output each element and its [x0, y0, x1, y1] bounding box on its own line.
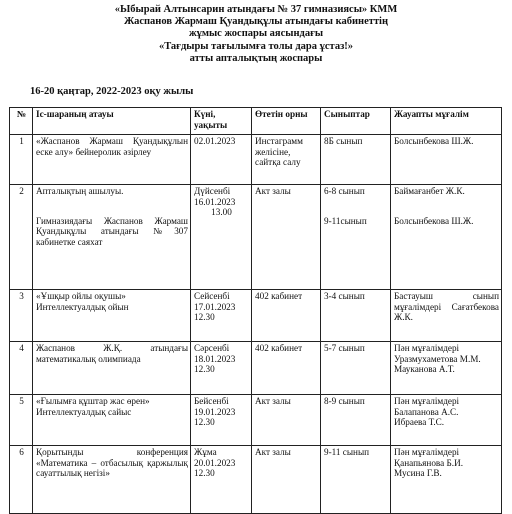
row-classes: 8Б сынып	[321, 135, 391, 185]
row-classes: 5-7 сынып	[321, 342, 391, 395]
header-school-name: «Ыбырай Алтынсарин атындағы № 37 гимназиясы» КММ	[114, 4, 398, 15]
row-date: 02.01.2023	[191, 135, 252, 185]
col-header-classes: Сыныптар	[321, 108, 391, 135]
row-classes-second: 9-11сынып	[324, 215, 367, 226]
row-date-day: Бейсенбі	[194, 396, 229, 406]
row-event: «Ұшқыр ойлы оқушы» Интеллектуалдық ойын	[33, 290, 191, 342]
row-place: 402 кабинет	[252, 290, 321, 342]
row-teacher	[391, 185, 502, 290]
table-row	[10, 395, 502, 446]
row-num: 3	[10, 290, 33, 342]
row-date	[191, 342, 252, 395]
row-event-opening: Апталықтың ашылуы.	[36, 186, 124, 196]
row-num: 1	[10, 135, 33, 185]
row-classes	[321, 185, 391, 290]
row-classes: 8-9 сынып	[321, 395, 391, 446]
row-date-time: 12.30	[194, 468, 215, 479]
row-teacher-second: Ибраева Т.С.	[394, 417, 445, 428]
row-date-value: 20.01.2023	[194, 457, 236, 468]
row-num: 4	[10, 342, 33, 395]
week-title: 16-20 қаңтар, 2022-2023 оқу жылы	[30, 86, 194, 97]
row-event: Қорытынды конференция «Математика – отбасылық қаржылық сауаттылық негізі»	[33, 446, 191, 514]
col-header-event: Іс-шараның атауы	[33, 108, 191, 135]
col-header-date: Күні, уақыты	[191, 108, 252, 135]
header-cabinet-name: Жаспанов Жармаш Қуандықұлы атындағы кабинеттің	[123, 16, 389, 28]
table-header-row	[10, 108, 502, 135]
row-date-value: 16.01.2023	[194, 196, 236, 207]
row-date-value: 19.01.2023	[194, 406, 236, 417]
header-plan-title: атты апталықтың жоспары	[189, 52, 323, 64]
row-teacher: Болсынбекова Ш.Ж.	[391, 135, 502, 185]
row-date-day: Жұма	[194, 447, 217, 457]
row-teacher	[391, 446, 502, 514]
col-header-place: Өтетін орны	[252, 108, 321, 135]
row-teacher	[391, 342, 502, 395]
row-teacher-second: Болсынбекова Ш.Ж.	[394, 215, 474, 226]
row-place: Акт залы	[252, 395, 321, 446]
row-date	[191, 395, 252, 446]
row-event-tour: Гимназиядағы Жаспанов Жармаш Қуандықұлы атындағы №307 кабинетке саяхат	[36, 215, 188, 247]
row-num: 6	[10, 446, 33, 514]
row-place: Акт залы	[252, 446, 321, 514]
row-date-time: 13.00	[211, 207, 232, 218]
table-row	[10, 342, 502, 395]
col-header-num: №	[10, 108, 33, 135]
row-teacher-second: Мусина Г.В.	[394, 468, 442, 479]
document-header	[0, 4, 512, 65]
row-teacher-role: Пән мұғалімдері	[394, 396, 460, 406]
row-place: 402 кабинет	[252, 342, 321, 395]
row-num: 5	[10, 395, 33, 446]
row-place: Инстаграмм желісіне, сайтқа салу	[252, 135, 321, 185]
row-date	[191, 446, 252, 514]
row-teacher-first: Қанапьянова Б.И.	[394, 457, 464, 468]
row-date	[191, 290, 252, 342]
row-teacher-first: Балапанова А.С.	[394, 406, 459, 417]
table-row	[10, 290, 502, 342]
row-date-day: Сейсенбі	[194, 291, 230, 301]
row-date-day: Дүйсенбі	[194, 186, 231, 196]
row-date-time: 12.30	[194, 312, 215, 323]
row-event: «Жаспанов Жармаш Қуандықұлын еске алу» бейнеролик әзірлеу	[33, 135, 191, 185]
header-week-motto: «Тағдыры тағылымға толы дара ұстаз!»	[158, 40, 354, 52]
row-date-value: 18.01.2023	[194, 353, 236, 364]
row-teacher: Бастауыш сынып мұғалімдері Сағатбекова Ж.К.	[391, 290, 502, 342]
row-teacher	[391, 395, 502, 446]
row-event	[33, 185, 191, 290]
row-event: Жаспанов Ж.Қ. атындағы математикалық олимпиада	[33, 342, 191, 395]
row-date-time: 12.30	[194, 364, 215, 375]
row-teacher-role: Пән мұғалімдері	[394, 447, 460, 457]
row-date-day: Сәрсенбі	[194, 343, 230, 353]
table-row	[10, 446, 502, 514]
row-place: Акт залы	[252, 185, 321, 290]
col-header-teacher: Жауапты мұғалім	[391, 108, 502, 135]
row-classes-first: 6-8 сынып	[324, 186, 365, 196]
table-row	[10, 135, 502, 185]
row-teacher-first: Баймағанбет Ж.К.	[394, 186, 465, 196]
header-plan-scope: жұмыс жоспары аясындағы	[188, 28, 324, 40]
row-teacher-second: Мауканова А.Т.	[394, 364, 455, 375]
row-teacher-role: Пән мұғалімдері	[394, 343, 460, 353]
events-table	[9, 107, 502, 514]
row-teacher-first: Уразмухаметова М.М.	[394, 353, 481, 364]
row-date	[191, 185, 252, 290]
row-event: «Ғылымға құштар жас өрен» Интеллектуалдық сайыс	[33, 395, 191, 446]
row-classes: 3-4 сынып	[321, 290, 391, 342]
row-date-time: 12.30	[194, 417, 215, 428]
table-row	[10, 185, 502, 290]
row-num: 2	[10, 185, 33, 290]
row-date-value: 17.01.2023	[194, 301, 236, 312]
row-classes: 9-11 сынып	[321, 446, 391, 514]
